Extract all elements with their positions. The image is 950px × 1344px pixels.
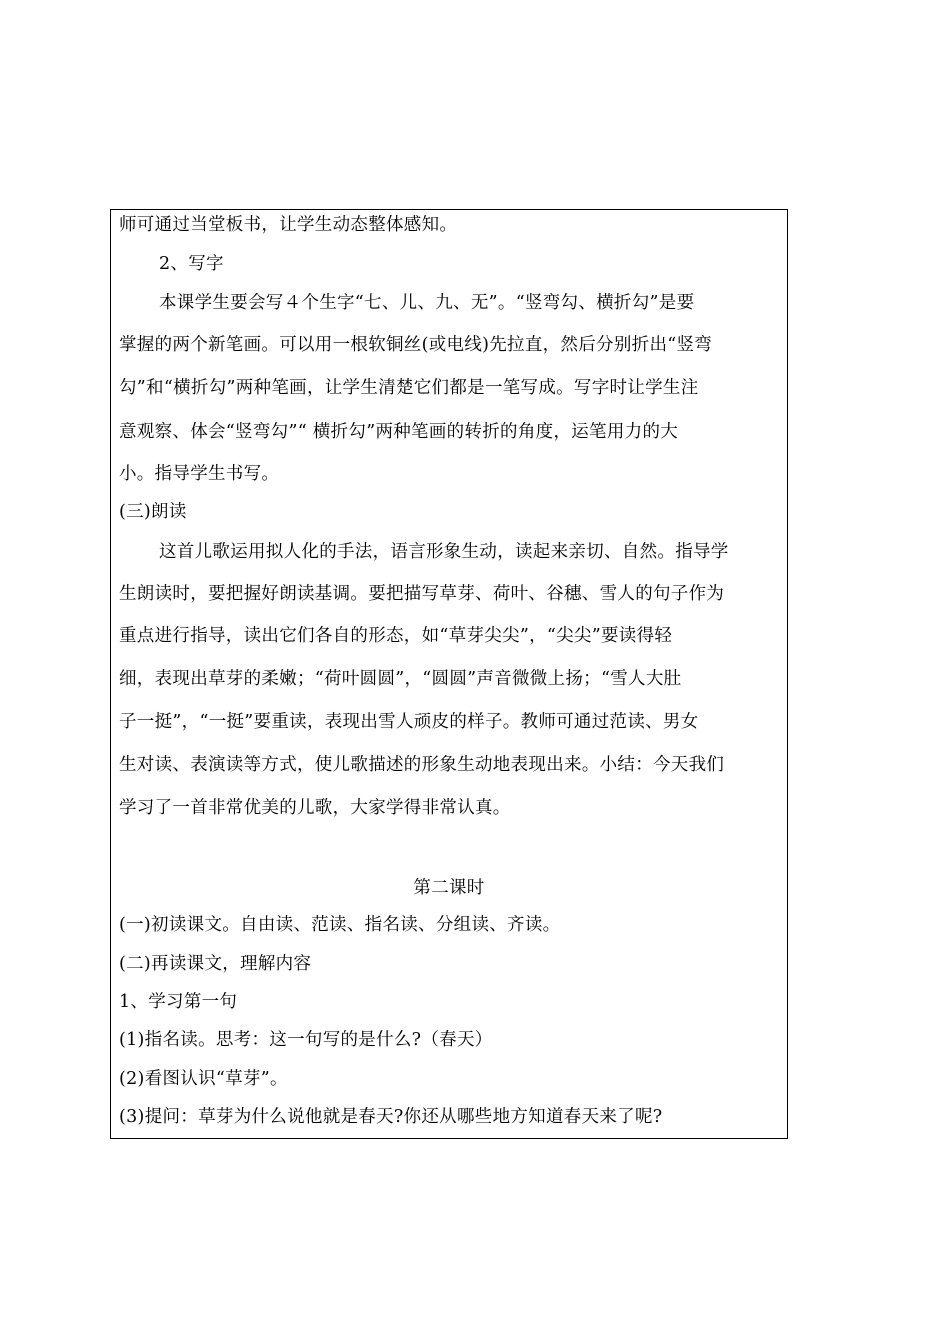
text-line-3: 本课学生要会写４个生字“七、儿、九、无”。“竖弯勾、横折勾”是要: [159, 293, 695, 313]
text-line-12: 细，表现出草芽的柔嫩；“荷叶圆圆”，“圆圆”声音微微上扬；“雪人大肚: [119, 669, 682, 689]
text-line-14: 生对读、表演读等方式，使儿歌描述的形象生动地表现出来。小结：今天我们: [119, 755, 725, 775]
text-line-13: 子一挺”，“一挺”要重读，表现出雪人顽皮的样子。教师可通过范读、男女: [119, 712, 699, 732]
section-heading-writing: 2、写字: [159, 254, 224, 274]
section-heading-reading: (三)朗读: [119, 502, 187, 522]
text-line-21: (2)看图认识“草芽”。: [119, 1069, 288, 1089]
text-line-17: (一)初读课文。自由读、范读、指名读、分组读、齐读。: [119, 915, 561, 935]
text-line-11: 重点进行指导，读出它们各自的形态，如“草芽尖尖”，“尖尖”要读得轻: [119, 626, 673, 646]
text-line-9: 这首儿歌运用拟人化的手法，语言形象生动，读起来亲切、自然。指导学: [159, 542, 729, 562]
text-line-22: (3)提问：草芽为什么说他就是春天?你还从哪些地方知道春天来了呢?: [119, 1107, 663, 1127]
text-line-5: 勾”和“横折勾”两种笔画，让学生清楚它们都是一笔写成。写字时让学生注: [119, 378, 699, 398]
text-line-19: 1、学习第一句: [119, 992, 238, 1012]
text-line-1: 师可通过当堂板书，让学生动态整体感知。: [119, 215, 458, 235]
text-line-10: 生朗读时，要把握好朗读基调。要把描写草芽、荷叶、谷穗、雪人的句子作为: [119, 584, 725, 604]
text-line-20: (1)指名读。思考：这一句写的是什么?（春天）: [119, 1030, 493, 1050]
text-line-18: (二)再读课文，理解内容: [119, 954, 312, 974]
text-line-6: 意观察、体会“竖弯勾”“ 横折勾”两种笔画的转折的角度，运笔用力的大: [119, 422, 679, 442]
lesson-title-second-period: 第二课时: [413, 878, 485, 898]
text-line-4: 掌握的两个新笔画。可以用一根软铜丝(或电线)先拉直，然后分别折出“竖弯: [119, 335, 713, 355]
text-line-15: 学习了一首非常优美的儿歌，大家学得非常认真。: [119, 798, 511, 818]
lesson-plan-box: [110, 209, 788, 1139]
text-line-7: 小。指导学生书写。: [119, 464, 280, 484]
